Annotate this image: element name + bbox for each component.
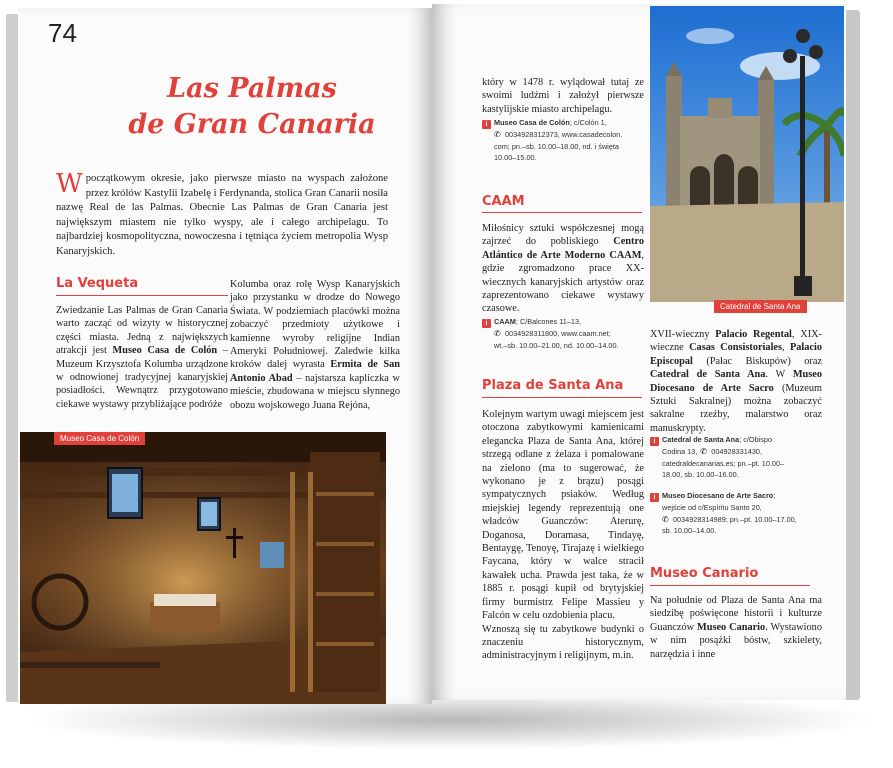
- text-run: XVII-wieczny: [650, 329, 716, 340]
- text-run: Kolejnym wartym uwagi miejscem jest otoczona zabytkowymi kamienicami elegancka Plaza de Santa Ana, której strzegą odlane z żelaza i pomalowane na zielono (ma to sugerować, że wykonano je z brązu) posągi sympatycznych psiaków. Według miejskiej legendy reprezentują one władców Guanczów: Aterurę, Doganosa, Doramasa, Tindayę, Bentaygę, Tenoyę, Tirajazę i wielkiego Faycana, który w walce stracił kawałek ucha. Prawda jest taka, że w 1885 r. posągi kupił od brytyjskiej firmy burmistrz Felipe Massieu y Falcón w celu ozdobienia placu.: [482, 409, 644, 622]
- text-run: Na południe od Plaza de Santa Ana ma siedzibę poświęcone historii i kulturze Guanczów: [650, 595, 822, 633]
- museo-casa-de-colon-photo: [20, 432, 386, 704]
- photo-caption-left: Museo Casa de Colón: [54, 432, 145, 445]
- section-heading-la-vequeta: La Vequeta: [56, 276, 139, 291]
- phone-icon: ✆: [494, 329, 501, 338]
- info-address: ;: [773, 491, 776, 500]
- info-icon: i: [650, 437, 659, 446]
- page-title-line1: Las Palmas: [167, 73, 337, 104]
- section-heading-caam: CAAM: [482, 194, 525, 209]
- info-hours: 18.00, sb. 10.00–16.00.: [662, 470, 739, 479]
- right-page: [432, 4, 846, 700]
- info-name: Museo Diocesano de Arte Sacro: [662, 491, 774, 500]
- canario-paragraph: [650, 594, 822, 661]
- text-run: (Pałac Biskupów) oraz: [692, 355, 822, 367]
- section-heading-museo-canario: Museo Canario: [650, 566, 759, 581]
- caam-paragraph: [482, 222, 644, 316]
- text-run: – najstarsza kapliczka w mieście, zbudowana w miejscu słynnego obozu wojskowego Juana Rejóna,: [230, 372, 400, 411]
- bold-text: Catedral de Santa Ana: [650, 369, 766, 381]
- info-caam: [482, 316, 652, 351]
- info-museo-casa-de-colon: [482, 117, 652, 164]
- info-hours: com; pn.–sb. 10.00–18.00, nd. i święta: [494, 141, 619, 151]
- info-hours: wt.–sb. 10.00–21.00, nd. 10.00–14.00.: [494, 340, 619, 350]
- left-page: [18, 8, 432, 704]
- left-column-2: [230, 278, 400, 412]
- page-number: 74: [48, 18, 77, 48]
- section-heading-plaza-de-santa-ana: Plaza de Santa Ana: [482, 378, 624, 393]
- info-address: ; c/Colón 1,: [569, 118, 607, 127]
- text-run: Miłośnicy sztuki współczesnej mogą zajrzeć do pobliskiego: [482, 223, 644, 248]
- info-museo-diocesano: [650, 490, 822, 537]
- info-hours: 10.00–15.00.: [494, 153, 537, 162]
- bold-ermita-name: Ermita de San Antonio Abad: [230, 359, 400, 384]
- section-underline: [482, 212, 642, 213]
- info-phone: 004928331430,: [711, 447, 763, 456]
- info-name: CAAM: [494, 317, 516, 326]
- phone-icon: ✆: [494, 130, 501, 139]
- info-icon: i: [482, 120, 491, 129]
- info-catedral: [650, 434, 822, 481]
- text-run: Wznoszą się tu zabytkowe budynki o znaczeniu historycznym, administracyjnym i religijnym, m.in.: [482, 623, 644, 662]
- text-run: ,: [782, 342, 790, 354]
- info-web-hours: catedraldecanarias.es; pn.–pt. 10.00–: [662, 458, 785, 468]
- bold-text: Palacio Episcopal: [650, 342, 822, 367]
- text-run: , XIX-wieczne: [650, 329, 822, 354]
- bold-museum-name: Museo Casa de Colón: [112, 345, 218, 357]
- bold-text: Museo Canario: [697, 621, 766, 633]
- right-column-2: [650, 328, 822, 435]
- section-underline: [650, 585, 810, 586]
- info-address: Codina 13,: [662, 447, 698, 456]
- intro-paragraph: [56, 169, 388, 260]
- text-run: – Muzeum Krzysztofa Kolumba urządzone w odnowionej tradycyjnej kanaryjskiej posiadłości. Wewnątrz przygotowano ciekawe wystawy przybliżające podróże: [56, 345, 228, 410]
- left-column-1: [56, 304, 228, 411]
- right-column-1-top: który w 1478 r. wylądował tutaj ze swoimi ludźmi i założył pierwsze kastylijskie miasto archipelagu.: [482, 77, 644, 115]
- bold-text: Museo Diocesano de Arte Sacro: [650, 369, 822, 394]
- intro-text: początkowym okresie, jako pierwsze miasto na wyspach założone przez królów Kastylii Izabelę i Ferdynanda, stolica Gran Canarii nosiła nazwę Real de las Palmas. Obecnie Las Palmas de Gran Canaria jest największym miastem nie tylko wyspy, ale i całego archipelagu. To najbardziej kosmopolityczna, nowoczesna i tętniąca życiem metropolia Wysp Kanaryjskich.: [56, 173, 388, 257]
- info-icon: i: [482, 319, 491, 328]
- info-address: wejście od c/Espíritu Santo 20,: [662, 503, 762, 512]
- section-underline: [482, 397, 642, 398]
- info-phone-web: 0034928311800, www.caam.net;: [505, 329, 611, 338]
- text-run: Zwiedzanie Las Palmas de Gran Canaria warto zacząć od wizyty w historycznej części miasta. Jedną z największych atrakcji jest: [56, 305, 228, 357]
- bold-text: Palacio Regental: [715, 329, 792, 340]
- info-name: Catedral de Santa Ana: [662, 435, 740, 444]
- text-run: . W: [765, 369, 793, 381]
- info-address: ; c/Obispo: [739, 435, 773, 444]
- text-run: Kolumba oraz rolę Wysp Kanaryjskich jako przystanku w drodze do Nowego Świata. W podziemiach placówki można zobaczyć przedmioty użytkowe i kamienne wyroby religijne Indian Ameryki Południowej. Zaledwie kilka kroków dalej wyrasta: [230, 279, 400, 371]
- catedral-de-santa-ana-photo: [650, 6, 844, 302]
- text-run: (Muzeum Sztuki Sakralnej) można zobaczyć sakralne rzeźby, malarstwo oraz manuskrypty.: [650, 382, 822, 434]
- bold-text: Casas Consistoriales: [689, 342, 783, 354]
- section-underline: [56, 295, 228, 296]
- bold-caam-name: Centro Atlántico de Arte Moderno CAAM: [482, 236, 644, 261]
- plaza-paragraph: [482, 408, 644, 663]
- phone-icon: ✆: [662, 514, 669, 524]
- drop-cap: W: [56, 169, 83, 199]
- text-run: , gdzie zgromadzono prace XX-wiecznych kanaryjskich artystów oraz zaprezentowano ciekawe wystawy czasowe.: [482, 249, 644, 315]
- page-title-line2: de Gran Canaria: [128, 109, 376, 140]
- phone-icon: ✆: [700, 447, 707, 456]
- info-hours: sb. 10.00–14.00.: [662, 526, 717, 535]
- info-address: ; C/Balcones 11–13,: [515, 317, 582, 326]
- info-name: Museo Casa de Colón: [494, 118, 570, 127]
- photo-caption-right: Catedral de Santa Ana: [714, 300, 807, 313]
- text-run: . Wystawiono w nim posążki bóstw, szkielety, narzędzia i inne: [650, 621, 822, 660]
- info-phone-web: 0034928312373, www.casadecolon.: [505, 130, 623, 139]
- info-icon: i: [650, 493, 659, 502]
- info-phone-hours: 0034928314989; pn.–pt. 10.00–17.00,: [673, 514, 797, 524]
